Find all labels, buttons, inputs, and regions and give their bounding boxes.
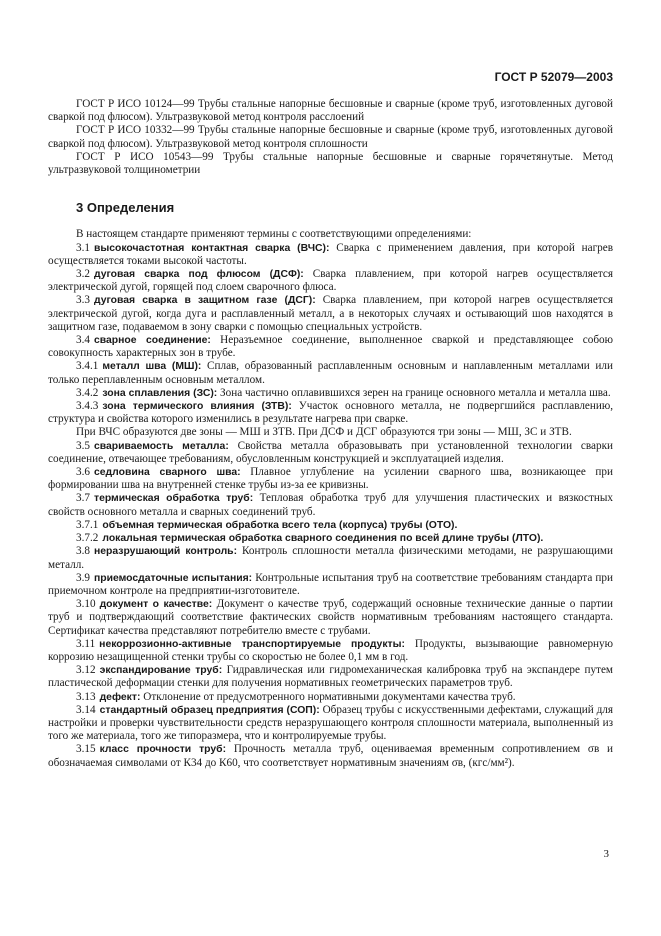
definition-term: металл шва (МШ): [102,361,202,373]
page-number: 3 [603,848,609,860]
definition-text: Участок основного металла, не подвергшийся расплавлению, структура и свойства которого изменились в результате нагрева при сварке. [48,400,614,426]
definition-text: Контрольные испытания труб на соответствие требованиям стандарта при приемочном контроле на предприятии-изготовителе. [48,571,613,597]
definition-text: Сварка плавлением, при которой нагрев осуществляется электрической дугой, когда дуга и расплавленный металл, а в некоторых случаях и остывающий шов находятся в защитном газе, подаваемом в зону сварки с помощью специальных устройств. [48,294,613,333]
definition-term: некоррозионно-активные транспортируемые продукты: [99,638,405,650]
definition-item [48,466,613,492]
definition-term: стандартный образец предприятия (СОП): [99,704,320,716]
definition-number: 3.4.3 [76,400,99,413]
document-code: ГОСТ Р 52079—2003 [494,70,613,84]
section-heading: 3 Определения [76,200,175,216]
definition-term: документ о качестве: [99,599,213,611]
definition-number: 3.4.2 [76,386,99,399]
definition-number: 3.7.2 [76,532,99,545]
definition-term: высокочастотная контактная сварка (ВЧС): [93,242,330,254]
definition-item [48,598,613,638]
definition-term: дефект: [99,691,141,703]
section-intro: В настоящем стандарте применяют термины с соответствующими определениями: [76,228,472,241]
definition-item [48,545,613,571]
definition-number: 3.3 [76,294,90,307]
definition-number: 3.12 [76,664,96,677]
definition-term: класс прочности труб: [99,744,227,756]
definition-item [48,400,613,426]
definition-text: Свойства металла образовывать при установленной технологии сварки соединение, отвечающее требованиям, обусловленным конструкцией и эксплуатацией изделия. [48,439,613,465]
definition-number: 3.13 [76,690,96,703]
definition-text: Документ о качестве труб, содержащий основные технические данные о партии труб и подтверждающий соответствие фактических свойств нормативным требованиям настоящего стандарта. Сертификат качества представляют потребителю вместе с трубами. [48,598,613,637]
definition-term: локальная термическая обработка сварного соединения по всей длине трубы (ЛТО). [102,533,544,545]
definition-item [48,664,613,690]
definition-term: зона сплавления (ЗС): [102,387,218,399]
reference-item: ГОСТ Р ИСО 10332—99 Трубы стальные напорные бесшовные и сварные (кроме труб, изготовленных дуговой сваркой под флюсом). Ультразвуковой метод контроля сплошности [48,124,613,150]
definition-number: 3.15 [76,743,96,756]
definition-item [48,268,613,294]
definition-item [48,743,613,769]
definition-item [48,426,613,439]
definition-item [48,334,613,360]
page-content [48,98,613,770]
definition-term: дуговая сварка под флюсом (ДСФ): [93,269,304,281]
definition-text: Неразъемное соединение, выполненное сваркой и представляющее собою совокупность характерных зон в трубе. [48,334,613,360]
definition-text: Зона частично оплавившихся зерен на границе основного металла и металла шва. [220,386,611,399]
definition-term: дуговая сварка в защитном газе (ДСГ): [93,295,316,307]
definition-text: Сплав, образованный расплавленным основным и наплавленным металлами или только переплавленным основным металлом. [48,360,613,386]
definition-number: 3.4 [76,334,90,347]
definition-text: Плавное углубление на усилении сварного шва, возникающее при формировании шва на внутренней стенке трубы из-за ее кривизны. [48,466,614,492]
definition-number: 3.11 [76,637,96,650]
definition-term: сварное соединение: [93,335,211,347]
definition-number: 3.10 [76,598,96,611]
definition-text: Сварка плавлением, при которой нагрев осуществляется электрической дугой, горящей под слоем сварочного флюса. [48,268,613,294]
definition-item [48,242,613,268]
definition-item [48,532,613,545]
definitions-list [48,242,613,770]
definition-term: приемосдаточные испытания: [93,572,253,584]
definition-text: При ВЧС образуются две зоны — МШ и ЗТВ. При ДСФ и ДСГ образуются три зоны — МШ, ЗС и ЗТВ. [76,426,572,439]
definition-term: объемная термическая обработка всего тела (корпуса) трубы (ОТО). [102,519,458,531]
definition-number: 3.14 [76,703,96,716]
definition-number: 3.7 [76,492,90,505]
definition-text: Продукты, вызывающие равномерную коррозию незащищенной стенки трубы со скоростью не более 0,1 мм в год. [48,637,613,663]
definition-number: 3.2 [76,268,90,281]
definition-text: Прочность металла труб, оцениваемая временным сопротивлением σв и обозначаемая символами от К34 до К60, что соответствует нормативным значениям σв, (кгс/мм²). [48,743,613,769]
definition-number: 3.8 [76,545,90,558]
definition-number: 3.1 [76,241,90,254]
definition-item [48,638,613,664]
definition-term: термическая обработка труб: [93,493,254,505]
definition-term: седловина сварного шва: [93,467,241,479]
definition-item [48,519,613,532]
definition-term: неразрушающий контроль: [93,546,238,558]
definition-term: зона термического влияния (ЗТВ): [102,401,292,413]
definition-term: свариваемость металла: [93,440,229,452]
definition-number: 3.4.1 [76,360,99,373]
definition-text: Гидравлическая или гидромеханическая калибровка труб на экспандере путем пластической деформации стенки для получения нормативных геометрических параметров труб. [48,664,613,690]
definition-number: 3.5 [76,439,90,452]
definition-number: 3.9 [76,571,90,584]
definition-item [48,360,613,386]
definition-item [48,691,613,704]
definition-text: Отклонение от предусмотренного нормативными документами качества труб. [143,690,516,703]
definition-item [48,294,613,334]
reference-item: ГОСТ Р ИСО 10124—99 Трубы стальные напорные бесшовные и сварные (кроме труб, изготовленных дуговой сваркой под флюсом). Ультразвуковой метод контроля расслоений [48,98,613,124]
definition-item [48,492,613,518]
definition-item [48,387,613,400]
definition-text: Образец трубы с искусственными дефектами, служащий для настройки и проверки чувствительности средств неразрушающего контроля сплошности материала, выполненный из того же материала, того же типоразмера, что и контролируемые трубы. [48,703,614,743]
definition-number: 3.6 [76,466,90,479]
definition-item [48,704,613,744]
definition-text: Сварка с применением давления, при которой нагрев осуществляется токами высокой частоты. [48,241,614,267]
definition-item [48,440,613,466]
definition-text: Тепловая обработка труб для улучшения пластических и вязкостных свойств основного металла и сварных соединений труб. [48,492,614,518]
definition-text: Контроль сплошности металла физическими методами, не разрушающими металл. [48,545,613,571]
reference-item: ГОСТ Р ИСО 10543—99 Трубы стальные напорные бесшовные и сварные горячетянутые. Метод ультразвуковой толщинометрии [48,150,613,177]
definition-item [48,572,613,598]
definition-number: 3.7.1 [76,518,99,531]
definition-term: экспандирование труб: [99,665,223,677]
